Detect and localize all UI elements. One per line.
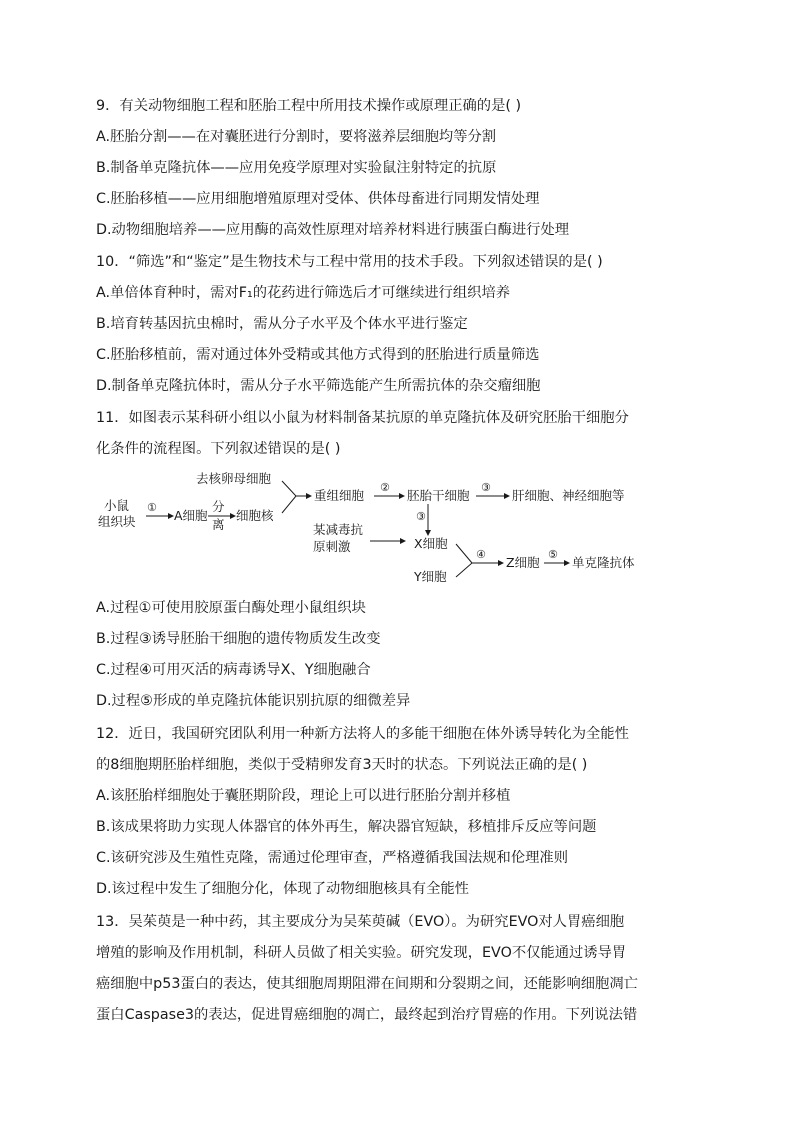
label-esc: 胚胎干细胞 — [407, 488, 470, 503]
arrowhead-step-2 — [399, 493, 405, 499]
label-step-1: ① — [147, 501, 157, 514]
merge-lines — [282, 481, 296, 513]
label-cell-z: Z细胞 — [506, 555, 540, 570]
question-12-option-d: D.该过程中发生了细胞分化，体现了动物细胞核具有全能性 — [96, 881, 469, 897]
label-mouse-line-1: 小鼠 — [104, 498, 130, 513]
label-enucleated-egg: 去核卵母细胞 — [196, 471, 272, 486]
label-step-5: ⑤ — [548, 548, 558, 561]
question-10-stem: 10．“筛选”和“鉴定”是生物技术与工程中常用的技术手段。下列叙述错误的是( ) — [96, 254, 603, 270]
question-13-stem-line-2: 增殖的影响及作用机制，科研人员做了相关实验。研究发现，EVO不仅能通过诱导胃 — [96, 945, 627, 961]
question-12-stem-line-1: 12．近日，我国研究团队利用一种新方法将人的多能干细胞在体外诱导转化为全能性 — [96, 726, 629, 742]
question-12-option-c: C.该研究涉及生殖性克隆，需通过伦理审查，严格遵循我国法规和伦理准则 — [96, 850, 569, 866]
question-10-option-c: C.胚胎移植前，需对通过体外受精或其他方式得到的胚胎进行质量筛选 — [96, 347, 540, 363]
question-12-option-b: B.该成果将助力实现人体器官的体外再生，解决器官短缺，移植排斥反应等问题 — [96, 819, 597, 835]
label-step-4: ④ — [476, 548, 486, 561]
label-antigen-line-1: 某减毒抗 — [313, 522, 364, 537]
arrowhead-step-4 — [498, 560, 504, 566]
label-antigen-line-2: 原刺激 — [313, 539, 351, 554]
question-11-option-a: A.过程①可使用胶原蛋白酶处理小鼠组织块 — [96, 600, 366, 616]
question-13-stem-line-3: 癌细胞中p53蛋白的表达，使其细胞周期阻滞在间期和分裂期之间，还能影响细胞凋亡 — [96, 976, 638, 992]
question-9-option-a: A.胚胎分割——在对囊胚进行分割时，要将滋养层细胞均等分割 — [96, 129, 497, 145]
question-9-option-b: B.制备单克隆抗体——应用免疫学原理对实验鼠注射特定的抗原 — [96, 160, 497, 176]
label-cell-y: Y细胞 — [414, 569, 447, 584]
label-recombinant-cell: 重组细胞 — [314, 488, 365, 503]
label-mouse-line-2: 组织块 — [98, 514, 136, 529]
flowchart-diagram — [96, 468, 656, 592]
label-cell-x: X细胞 — [414, 536, 448, 551]
arrowhead-antigen — [400, 538, 406, 544]
question-9-option-d: D.动物细胞培养——应用酶的高效性原理对培养材料进行胰蛋白酶进行处理 — [96, 222, 570, 238]
question-12-option-a: A.该胚胎样细胞处于囊胚期阶段，理论上可以进行胚胎分割并移植 — [96, 788, 511, 804]
label-step-2: ② — [380, 481, 390, 494]
question-11-stem-line-2: 化条件的流程图。下列叙述错误的是( ) — [96, 441, 341, 457]
question-13-stem-line-1: 13．吴茱萸是一种中药，其主要成分为吴茱萸碱（EVO）。为研究EVO对人胃癌细胞 — [96, 914, 625, 930]
arrowhead-merge — [306, 493, 312, 499]
question-10-option-a: A.单倍体育种时，需对F₁的花药进行筛选后才可继续进行组织培养 — [96, 285, 511, 301]
question-9-stem: 9．有关动物细胞工程和胚胎工程中所用技术操作或原理正确的是( ) — [96, 98, 522, 114]
question-13-stem-line-4: 蛋白Caspase3的表达，促进胃癌细胞的凋亡，最终起到治疗胃癌的作用。下列说法错 — [96, 1007, 638, 1023]
label-step-3-down: ③ — [416, 510, 426, 523]
question-11-option-b: B.过程③诱导胚胎干细胞的遗传物质发生改变 — [96, 631, 381, 647]
question-12-stem-line-2: 的8细胞期胚胎样细胞，类似于受精卵发育3天时的状态。下列说法正确的是( ) — [96, 757, 588, 773]
label-cell-a: A细胞 — [174, 508, 208, 523]
question-9-option-c: C.胚胎移植——应用细胞增殖原理对受体、供体母畜进行同期发情处理 — [96, 191, 540, 207]
arrowhead-step-3-top — [504, 493, 510, 499]
fusion-lines — [456, 544, 472, 577]
label-separate-1: 分 — [212, 499, 225, 514]
question-11-stem-line-1: 11．如图表示某科研小组以小鼠为材料制备某抗原的单克隆抗体及研究胚胎干细胞分 — [96, 410, 629, 426]
label-nucleus: 细胞核 — [236, 508, 274, 523]
label-separate-2: 离 — [212, 517, 225, 532]
label-tissues: 肝细胞、神经细胞等 — [512, 488, 625, 503]
question-11-option-d: D.过程⑤形成的单克隆抗体能识别抗原的细微差异 — [96, 693, 411, 709]
label-step-3-top: ③ — [481, 481, 491, 494]
question-11-option-c: C.过程④可用灭活的病毒诱导X、Y细胞融合 — [96, 662, 371, 678]
label-monoclonal-antibody: 单克隆抗体 — [572, 555, 635, 570]
question-10-option-d: D.制备单克隆抗体时，需从分子水平筛选能产生所需抗体的杂交瘤细胞 — [96, 378, 541, 394]
arrowhead-step-5 — [564, 560, 570, 566]
question-10-option-b: B.培育转基因抗虫棉时，需从分子水平及个体水平进行鉴定 — [96, 316, 468, 332]
